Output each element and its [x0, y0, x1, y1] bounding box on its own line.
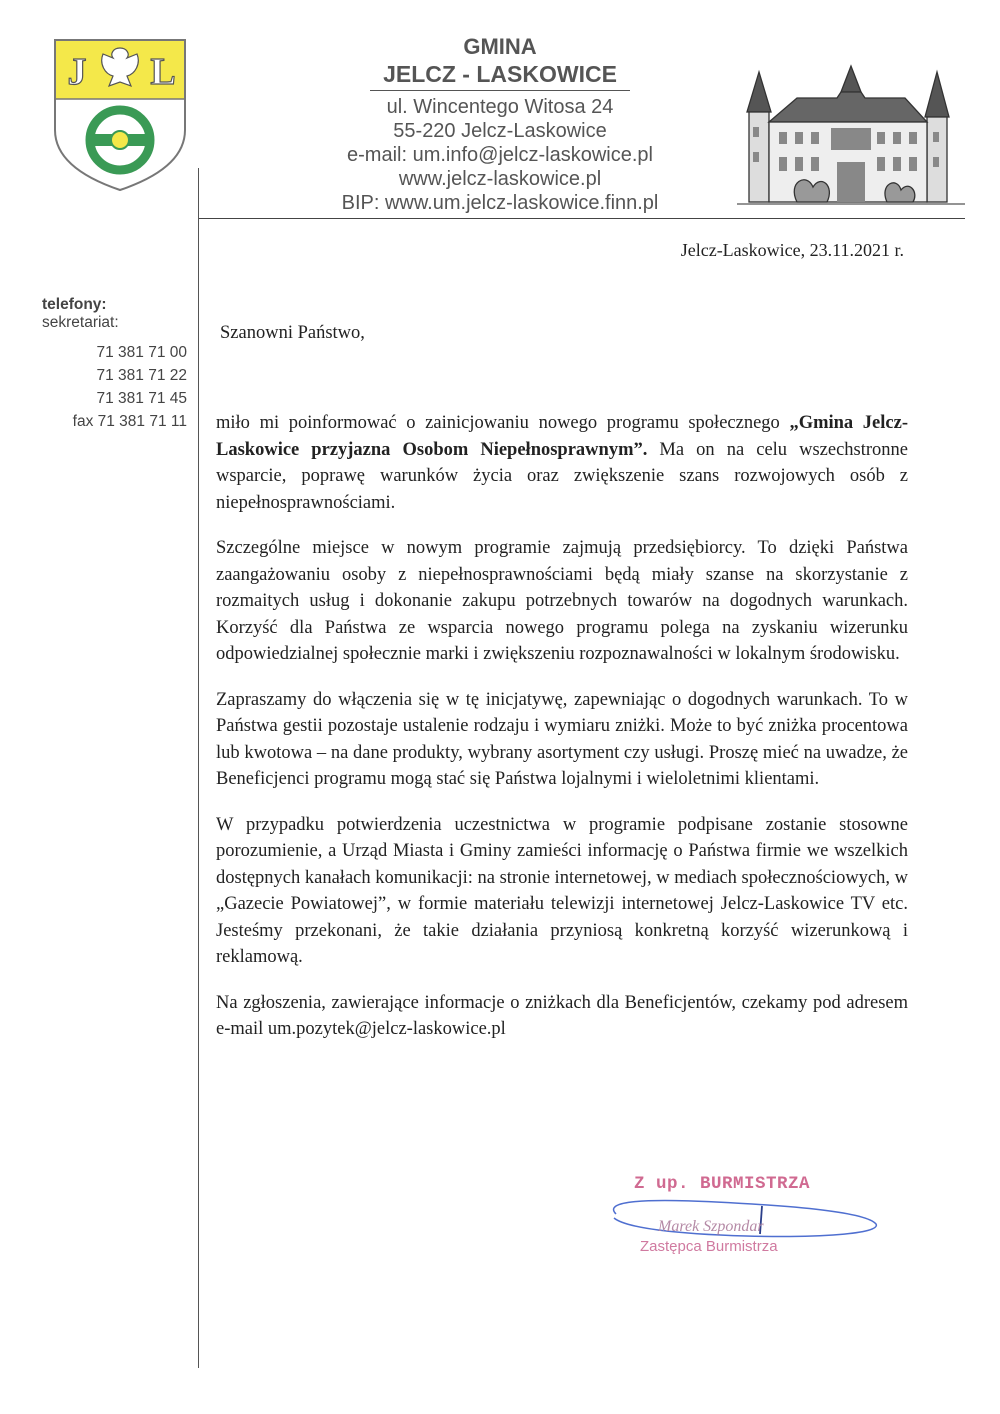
phone-number: 71 381 71 45	[96, 390, 187, 407]
crest-letter-l: L	[150, 51, 176, 93]
program-name: „Gmina Jelcz-Laskowice przyjazna Osobom Niepełnosprawnym”.	[216, 413, 908, 460]
stamp-signer-title: Zastępca Burmistrza	[640, 1238, 778, 1255]
paragraph-5: Na zgłoszenia, zawierające informacje o zniżkach dla Beneficjentów, czekamy pod adresem e-mail um.pozytek@jelcz-laskowice.pl	[216, 992, 908, 1039]
paragraph-1	[216, 410, 908, 516]
letterhead-city: JELCZ - LASKOWICE	[370, 60, 630, 91]
paragraph-1-start: miło mi poinformować o zainicjowaniu nowego programu społecznego	[216, 413, 790, 433]
phones-sublabel: sekretariat:	[42, 314, 119, 331]
letterhead-www[interactable]: www.jelcz-laskowice.pl	[398, 168, 602, 190]
margin-divider	[198, 168, 199, 1368]
palace-illustration	[737, 62, 965, 214]
letter-body	[216, 410, 908, 1062]
paragraph-1-end: Ma on na celu wszechstronne wsparcie, poprawę warunków życia oraz zwiększenie szans rozwojowych osób z niepełnosprawnościami.	[216, 439, 909, 513]
letterhead-email[interactable]: e-mail: um.info@jelcz-laskowice.pl	[347, 144, 653, 166]
letter-date: Jelcz-Laskowice, 23.11.2021 r.	[680, 240, 904, 260]
phone-number: 71 381 71 00	[96, 344, 187, 361]
letterhead-gmina: GMINA	[463, 34, 537, 59]
signature-stamp	[596, 1172, 886, 1262]
phone-number: 71 381 71 22	[96, 367, 187, 384]
fax-number: fax 71 381 71 11	[72, 413, 187, 430]
stamp-authority: Z up. BURMISTRZA	[634, 1174, 811, 1194]
header-divider	[198, 218, 965, 219]
stamp-signer-name: Marek Szpondar	[658, 1218, 764, 1235]
crest-logo	[53, 38, 187, 192]
paragraph-4: W przypadku potwierdzenia uczestnictwa w programie podpisane zostanie stosowne porozumienie, a Urząd Miasta i Gminy zamieści informację o Państwa firmie we wszelkich dostępnych kanałach komunikacji: na stronie internetowej, w mediach społecznościowych, w „Gazecie Powiatowej”, w formie materiału telewizji internetowej Jelcz-Laskowice TV etc. Jesteśmy przekonani, że takie działania przyniosą konkretną korzyść wizerunkową i reklamową.	[216, 814, 908, 967]
letterhead-bip[interactable]: BIP: www.um.jelcz-laskowice.finn.pl	[341, 192, 659, 214]
letterhead-street: ul. Wincentego Witosa 24	[386, 96, 614, 118]
salutation: Szanowni Państwo,	[220, 323, 365, 343]
letterhead	[300, 34, 700, 215]
phones-sidebar	[42, 296, 187, 433]
phones-label: telefony:	[42, 296, 107, 313]
letterhead-postal: 55-220 Jelcz-Laskowice	[393, 120, 607, 142]
crest-letter-j: J	[67, 51, 87, 93]
paragraph-3: Zapraszamy do włączenia się w tę inicjatywę, zapewniając o dogodnych warunkach. To w Państwa gestii pozostaje ustalenie rodzaju i wymiaru zniżki. Może to być zniżka procentowa lub kwotowa – na dane produkty, wybrany asortyment czy usługi. Proszę mieć na uwadze, że Beneficjenci programu mogą stać się Państwa lojalnymi i wieloletnimi klientami.	[216, 689, 908, 789]
paragraph-2: Szczególne miejsce w nowym programie zajmują przedsiębiorcy. To dzięki Państwa zaangażowaniu osoby z niepełnosprawnościami będą miały szanse na skorzystanie z rozmaitych usług i dokonanie zakupu potrzebnych towarów na dogodnych warunkach. Korzyść dla Państwa ze wsparcia nowego programu polega na zyskaniu wizerunku odpowiedzialnej społecznie marki i zwiększeniu rozpoznawalności w lokalnym środowisku.	[216, 538, 908, 664]
